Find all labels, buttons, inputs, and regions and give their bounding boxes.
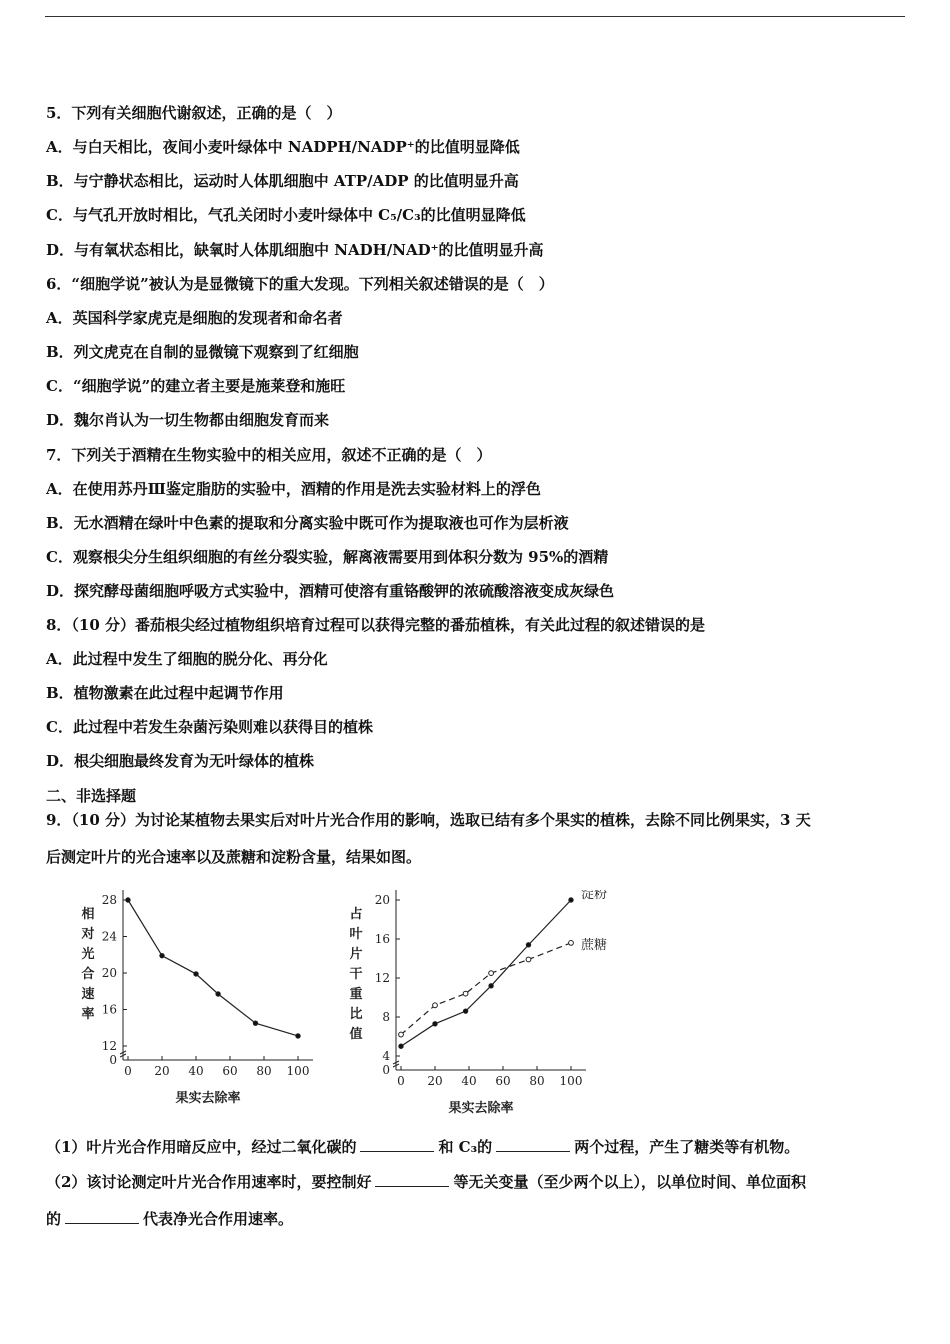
line-q7: 7．下列关于酒精在生物实验中的相关应用，叙述不正确的是（ ） — [46, 446, 492, 464]
line-sec2: 二、非选择题 — [46, 787, 137, 805]
line-q5: 5．下列有关细胞代谢叙述，正确的是（ ） — [46, 104, 342, 122]
y-axis-label-char: 干 — [349, 967, 363, 982]
data-point — [569, 941, 574, 946]
data-point — [126, 898, 130, 902]
y-tick-label: 28 — [101, 893, 117, 907]
y-axis-label-char: 对 — [81, 927, 95, 942]
data-point — [399, 1044, 403, 1048]
y-axis-label-char: 叶 — [349, 927, 363, 942]
line-q7b: B．无水酒精在绿叶中色素的提取和分离实验中既可作为提取液也可作为层析液 — [46, 514, 569, 532]
data-point — [433, 1022, 437, 1026]
data-point — [489, 971, 494, 976]
line-q6: 6．“细胞学说”被认为是显微镜下的重大发现。下列相关叙述错误的是（ ） — [46, 275, 554, 293]
data-point — [160, 953, 164, 957]
x-tick-label: 20 — [427, 1074, 443, 1088]
charts-svg — [60, 890, 620, 1120]
y-tick-label: 12 — [374, 971, 390, 985]
chart-dry-weight-ratio — [348, 890, 607, 1116]
line-q7a: A．在使用苏丹Ⅲ鉴定脂肪的实验中，酒精的作用是洗去实验材料上的浮色 — [46, 480, 541, 498]
top-rule — [45, 16, 905, 17]
line-q5d: D．与有氧状态相比，缺氧时人体肌细胞中 NADH/NAD⁺的比值明显升高 — [46, 241, 544, 259]
y-tick-label: 20 — [101, 966, 117, 980]
x-tick-label: 0 — [124, 1064, 132, 1078]
line-q8: 8．（10 分）番茄根尖经过植物组织培育过程可以获得完整的番茄植株，有关此过程的叙述错误的是 — [46, 616, 706, 634]
line-q6b: B．列文虎克在自制的显微镜下观察到了红细胞 — [46, 343, 359, 361]
series-label: 蔗糖 — [581, 937, 608, 953]
data-point — [526, 943, 530, 947]
x-tick-label: 80 — [256, 1064, 272, 1078]
x-tick-label: 40 — [461, 1074, 477, 1088]
series-label: 淀粉 — [581, 890, 608, 902]
answer-blank[interactable] — [496, 1137, 570, 1152]
line-q5b: B．与宁静状态相比，运动时人体肌细胞中 ATP/ADP 的比值明显升高 — [46, 172, 519, 190]
y-axis-label-char: 比 — [349, 1007, 363, 1022]
series-line — [128, 900, 298, 1036]
line-q6d: D．魏尔肖认为一切生物都由细胞发育而来 — [46, 411, 330, 429]
answer-blank[interactable] — [65, 1209, 139, 1224]
answer-blank[interactable] — [360, 1137, 434, 1152]
data-point — [296, 1034, 300, 1038]
y-tick-label: 0 — [109, 1053, 117, 1067]
y-axis-label-char: 合 — [81, 967, 95, 982]
x-axis-label: 果实去除率 — [175, 1091, 241, 1106]
y-axis-label-char: 占 — [349, 907, 363, 922]
series-line — [401, 943, 571, 1035]
y-tick-label: 16 — [374, 932, 390, 946]
x-tick-label: 20 — [154, 1064, 170, 1078]
line-q5c: C．与气孔开放时相比，气孔关闭时小麦叶绿体中 C₅/C₃的比值明显降低 — [46, 206, 526, 224]
data-point — [526, 957, 531, 962]
chart-photosynthesis-rate — [80, 890, 313, 1106]
line-q8c: C．此过程中若发生杂菌污染则难以获得目的植株 — [46, 718, 373, 736]
data-point — [463, 1009, 467, 1013]
data-point — [463, 991, 468, 996]
line-q6c: C．“细胞学说”的建立者主要是施莱登和施旺 — [46, 377, 346, 395]
y-axis-label-char: 速 — [81, 987, 95, 1002]
x-tick-label: 60 — [222, 1064, 238, 1078]
x-tick-label: 40 — [188, 1064, 204, 1078]
line-q8d: D．根尖细胞最终发育为无叶绿体的植株 — [46, 752, 315, 770]
y-tick-label: 4 — [382, 1049, 390, 1063]
data-point — [433, 1003, 438, 1008]
x-tick-label: 0 — [397, 1074, 405, 1088]
data-point — [216, 992, 220, 996]
y-axis-label-char: 片 — [349, 947, 363, 962]
sub-question-1: （1）叶片光合作用暗反应中，经过二氧化碳的 和 C₃的 两个过程，产生了糖类等有机物。 — [46, 1138, 800, 1156]
line-q7c: C．观察根尖分生组织细胞的有丝分裂实验，解离液需要用到体积分数为 95%的酒精 — [46, 548, 609, 566]
sub-question-2-cont: 的 代表净光合作用速率。 — [46, 1210, 294, 1228]
y-axis-label-char: 率 — [81, 1007, 95, 1022]
x-tick-label: 100 — [559, 1074, 583, 1088]
line-q9b: 后测定叶片的光合速率以及蔗糖和淀粉含量，结果如图。 — [46, 848, 422, 866]
y-axis-label-char: 相 — [81, 907, 95, 922]
line-q5a: A．与白天相比，夜间小麦叶绿体中 NADPH/NADP⁺的比值明显降低 — [46, 138, 520, 156]
line-q8a: A．此过程中发生了细胞的脱分化、再分化 — [46, 650, 328, 668]
data-point — [194, 972, 198, 976]
x-tick-label: 100 — [286, 1064, 310, 1078]
y-tick-label: 24 — [101, 929, 117, 944]
answer-blank[interactable] — [375, 1172, 449, 1187]
y-tick-label: 12 — [101, 1039, 117, 1053]
y-axis-label-char: 重 — [349, 987, 363, 1002]
y-tick-label: 0 — [382, 1063, 390, 1077]
data-point — [569, 898, 573, 902]
data-point — [253, 1021, 257, 1025]
line-q6a: A．英国科学家虎克是细胞的发现者和命名者 — [46, 309, 343, 327]
series-line — [401, 900, 571, 1046]
sub-question-2: （2）该讨论测定叶片光合作用速率时，要控制好 等无关变量（至少两个以上），以单位时间、单位面积 — [46, 1173, 806, 1191]
figure — [60, 890, 620, 1124]
x-tick-label: 80 — [529, 1074, 545, 1088]
data-point — [399, 1032, 404, 1037]
y-tick-label: 16 — [101, 1002, 117, 1017]
y-axis-label-char: 光 — [81, 947, 95, 962]
y-tick-label: 20 — [374, 893, 390, 907]
data-point — [489, 984, 493, 988]
line-q8b: B．植物激素在此过程中起调节作用 — [46, 684, 284, 702]
line-q7d: D．探究酵母菌细胞呼吸方式实验中，酒精可使溶有重铬酸钾的浓硫酸溶液变成灰绿色 — [46, 582, 615, 600]
y-tick-label: 8 — [382, 1010, 390, 1024]
x-tick-label: 60 — [495, 1074, 511, 1088]
y-axis-label-char: 值 — [349, 1027, 363, 1042]
line-q9a: 9．（10 分）为讨论某植物去果实后对叶片光合作用的影响，选取已结有多个果实的植株，去除不同比例果实，3 天 — [46, 811, 811, 829]
x-axis-label: 果实去除率 — [448, 1101, 514, 1116]
